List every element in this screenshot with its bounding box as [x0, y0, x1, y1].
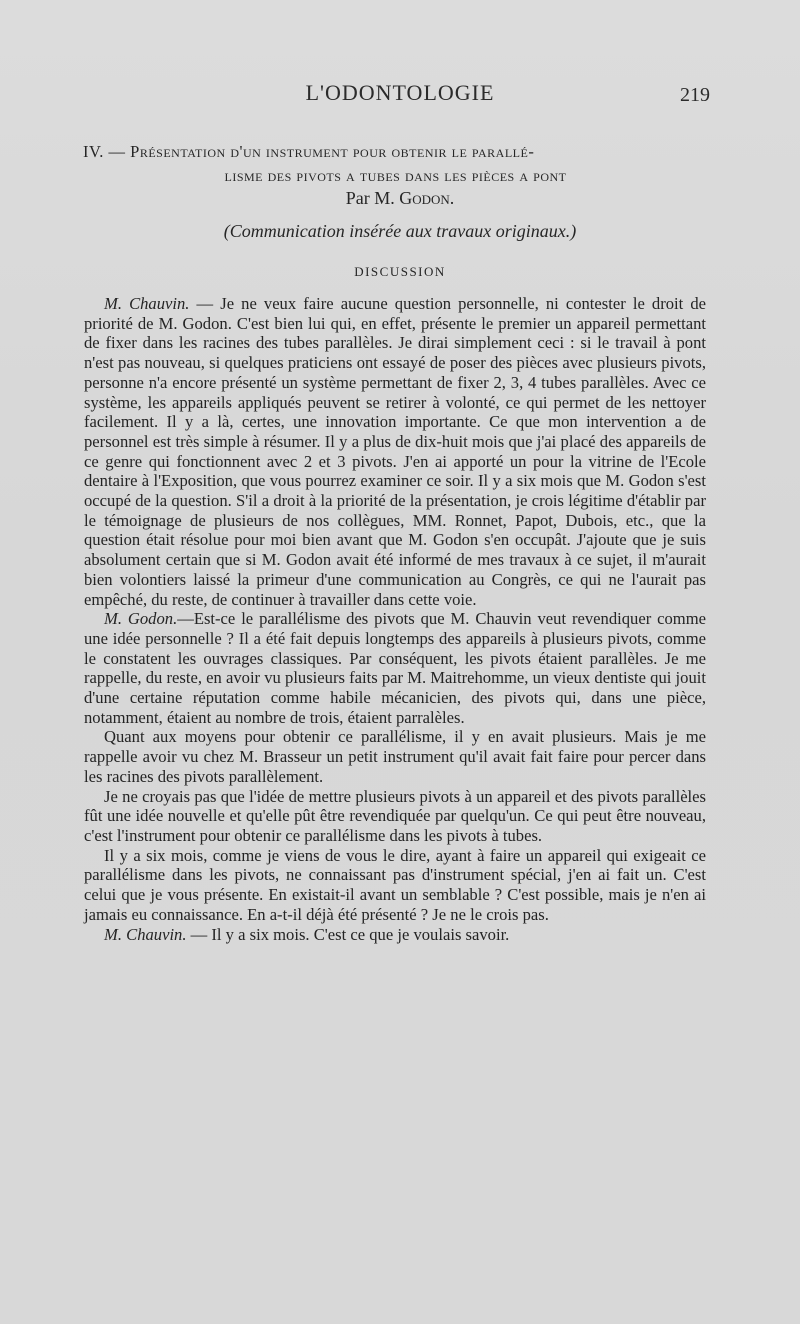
page-number: 219 — [680, 84, 710, 106]
paragraph-text: Quant aux moyens pour obtenir ce parallélisme, il y en avait plusieurs. Mais je me rappelle avoir vu chez M. Brasseur un petit instrument qu'il avait fait faire pour percer dans les racines des pivots parallèlement. — [84, 727, 706, 786]
paragraph — [84, 727, 706, 786]
paragraph-text: Il y a six mois, comme je viens de vous le dire, ayant à faire un appareil qui exigeait ce parallélisme dans les pivots, ne connaissant pas d'instrument spécial, j'en ai fait un. C'est celui que je vous présente. En existait-il avant un semblable ? C'est possible, mais je n'en ai jamais eu connaissance. En a-t-il déjà été présenté ? Je ne le crois pas. — [84, 845, 706, 924]
paragraph-text: — Je ne veux faire aucune question personnelle, ni contester le droit de priorité de M. Godon. C'est bien lui qui, en effet, présente le premier un appareil permettant de fixer dans les racines des tubes parallèles. Je dirai simplement ceci : si le travail à pont n'est pas nouveau, si quelques praticiens ont essayé de poser des pièces avec plusieurs pivots, personne n'a encore présenté un système permettant de fixer 2, 3, 4 tubes parallèles. Avec ce système, les appareils appliqués peuvent se retirer à volonté, ce qui permet de les nettoyer facilement. Il y a là, certes, une innovation importante. Ce que mon intervention a de personnel est très simple à résumer. Il y a plus de dix-huit mois que j'ai placé des appareils de ce genre qui fonctionnent avec 2 et 3 pivots. J'en ai apporté un pour la vitrine de l'Ecole dentaire à l'Exposition, que vous pourrez examiner ce soir. Il y a six mois que M. Godon s'est occupé de la question. S'il a droit à la priorité de la présentation, je crois légitime d'établir par le témoignage de plusieurs de nos collègues, MM. Ronnet, Papot, Dubois, etc., que la question était résolue pour moi bien avant que M. Godon s'en occupât. J'ajoute que je suis absolument certain que si M. Godon avait été informé de mes travaux à ce sujet, il m'aurait bien volontiers laissé la primeur d'une communication au Congrès, ce qui ne l'aurait pas empêché, du reste, de continuer à travailler dans cette voie. — [84, 294, 706, 609]
paragraph — [84, 787, 706, 846]
paragraph-text: Je ne croyais pas que l'idée de mettre plusieurs pivots à un appareil et des pivots parallèles fût une idée nouvelle et qu'elle pût être revendiquée par quelqu'un. Ce qui peut être nouveau, c'est l'instrument pour obtenir ce parallélisme dans les pivots à tubes. — [84, 786, 706, 845]
speaker-name: M. Godon. — [104, 609, 178, 629]
article-title — [83, 140, 708, 188]
byline-prefix: Par M. — [345, 188, 395, 208]
paragraph — [84, 925, 706, 945]
byline-author: Godon. — [399, 188, 455, 208]
paragraph-text: —Est-ce le parallélisme des pivots que M. Chauvin veut revendiquer comme une idée personnelle ? Il a été fait depuis longtemps des appareils à plusieurs pivots, comme le constatent les ouvrages classiques. Par conséquent, les pivots étaient parallèles. Je me rappelle, du reste, en avoir vu plusieurs faits par M. Maitrehomme, un vieux dentiste qui jouit d'une certaine réputation comme habile mécanicien, des pivots qui, dans une pièce, notamment, étaient au nombre de trois, étaient parralèles. — [84, 609, 706, 727]
article-title-line-2: lisme des pivots a tubes dans les pièces a pont — [224, 166, 567, 185]
editorial-note: (Communication insérée aux travaux originaux.) — [223, 221, 577, 241]
speaker-name: M. Chauvin. — [104, 924, 187, 944]
paragraph — [84, 294, 706, 609]
paragraph — [84, 609, 706, 727]
running-head: L'ODONTOLOGIE — [305, 80, 495, 105]
speaker-name: M. Chauvin. — [104, 294, 190, 313]
section-heading: DISCUSSION — [354, 264, 446, 279]
paragraph — [84, 846, 706, 925]
paragraph-text: — Il y a six mois. C'est ce que je voulais savoir. — [186, 924, 510, 944]
article-title-line-1: IV. — Présentation d'un instrument pour obtenir le parallé- — [83, 142, 535, 161]
body-text — [84, 294, 706, 944]
byline — [0, 188, 800, 209]
